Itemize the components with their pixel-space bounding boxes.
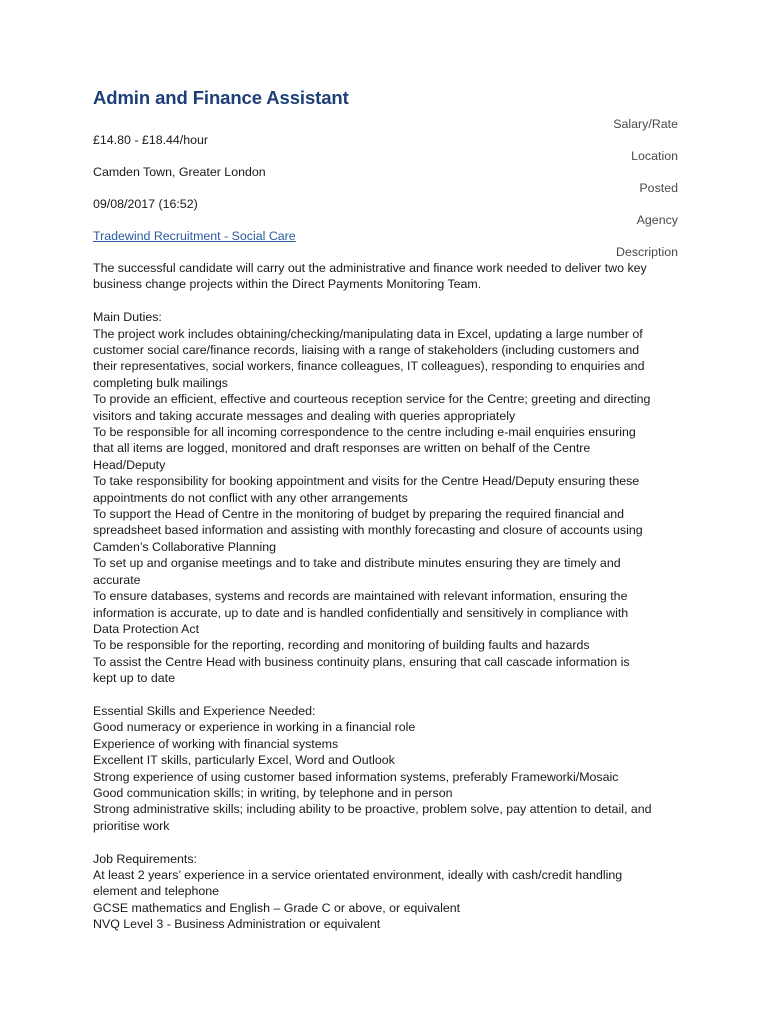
description-label: Description bbox=[616, 245, 678, 259]
skills-heading: Essential Skills and Experience Needed: bbox=[93, 703, 316, 718]
requirement-line: NVQ Level 3 - Business Administration or equivalent bbox=[93, 917, 381, 932]
duty-line: completing bulk mailings bbox=[93, 375, 228, 390]
duty-line: To support the Head of Centre in the monitoring of budget by preparing the required financial and bbox=[93, 507, 625, 522]
spacer bbox=[93, 834, 678, 850]
agency-value bbox=[93, 228, 678, 244]
salary-value: £14.80 - £18.44/hour bbox=[93, 133, 209, 147]
duty-line: The project work includes obtaining/checking/manipulating data in Excel, updating a large number of bbox=[93, 326, 643, 341]
requirement-line: GCSE mathematics and English – Grade C or above, or equivalent bbox=[93, 900, 461, 915]
skill-line: Strong experience of using customer based information systems, preferably Frameworki/Mosaic bbox=[93, 769, 619, 784]
agency-link[interactable]: Tradewind Recruitment - Social Care bbox=[93, 229, 296, 243]
skill-line: prioritise work bbox=[93, 818, 170, 833]
spacer bbox=[93, 293, 678, 309]
duty-line: To ensure databases, systems and records are maintained with relevant information, ensuring the bbox=[93, 589, 628, 604]
duty-line: spreadsheet based information and assisting with monthly forecasting and closure of accounts using bbox=[93, 523, 643, 538]
posted-label: Posted bbox=[639, 181, 678, 195]
salary-label: Salary/Rate bbox=[613, 117, 678, 131]
duty-line: appointments do not conflict with any other arrangements bbox=[93, 490, 408, 505]
posted-value: 09/08/2017 (16:52) bbox=[93, 197, 198, 211]
duty-line: Head/Deputy bbox=[93, 457, 166, 472]
skill-line: Strong administrative skills; including ability to be proactive, problem solve, pay attention to detail, and bbox=[93, 802, 652, 817]
description-body bbox=[93, 260, 678, 933]
duty-line: To set up and organise meetings and to take and distribute minutes ensuring they are timely and bbox=[93, 556, 621, 571]
location-value: Camden Town, Greater London bbox=[93, 165, 266, 179]
requirements-heading: Job Requirements: bbox=[93, 851, 197, 866]
agency-label: Agency bbox=[636, 213, 678, 227]
job-listing bbox=[93, 86, 678, 933]
duty-line: To assist the Centre Head with business continuity plans, ensuring that call cascade information is bbox=[93, 654, 630, 669]
duty-line: that all items are logged, monitored and draft responses are written on behalf of the Centre bbox=[93, 441, 591, 456]
duty-line: customer social care/finance records, liaising with a range of stakeholders (including customers and bbox=[93, 343, 640, 358]
requirement-line: At least 2 years’ experience in a service orientated environment, ideally with cash/credit handling bbox=[93, 867, 623, 882]
requirements-list bbox=[93, 867, 678, 933]
skill-line: Excellent IT skills, particularly Excel, Word and Outlook bbox=[93, 753, 395, 768]
duty-line: information is accurate, up to date and is handled confidentially and sensitively in compliance with bbox=[93, 605, 629, 620]
duty-line: Data Protection Act bbox=[93, 621, 200, 636]
duty-line: their representatives, social workers, finance colleagues, IT colleagues), responding to enquiries and bbox=[93, 359, 645, 374]
duty-line: Camden’s Collaborative Planning bbox=[93, 539, 276, 554]
requirement-line: element and telephone bbox=[93, 884, 220, 899]
location-label: Location bbox=[631, 149, 678, 163]
job-title: Admin and Finance Assistant bbox=[93, 87, 349, 108]
duty-line: visitors and taking accurate messages and dealing with queries appropriately bbox=[93, 408, 516, 423]
duty-line: To be responsible for the reporting, recording and monitoring of building faults and hazards bbox=[93, 638, 590, 653]
skill-line: Experience of working with financial systems bbox=[93, 736, 339, 751]
skill-line: Good numeracy or experience in working in a financial role bbox=[93, 720, 416, 735]
intro-paragraph bbox=[93, 260, 678, 293]
duty-line: accurate bbox=[93, 572, 141, 587]
duty-line: To take responsibility for booking appointment and visits for the Centre Head/Deputy ensuring these bbox=[93, 474, 640, 489]
duty-line: kept up to date bbox=[93, 671, 175, 686]
duty-line: To be responsible for all incoming correspondence to the centre including e-mail enquiries ensuring bbox=[93, 425, 636, 440]
spacer bbox=[93, 687, 678, 703]
skills-list bbox=[93, 719, 678, 834]
intro-line: The successful candidate will carry out the administrative and finance work needed to deliver two key bbox=[93, 261, 647, 275]
skill-line: Good communication skills; in writing, by telephone and in person bbox=[93, 785, 453, 800]
duties-list bbox=[93, 326, 678, 687]
duty-line: To provide an efficient, effective and courteous reception service for the Centre; greeting and directing bbox=[93, 392, 651, 407]
duties-heading: Main Duties: bbox=[93, 310, 162, 325]
intro-line: business change projects within the Direct Payments Monitoring Team. bbox=[93, 277, 482, 292]
